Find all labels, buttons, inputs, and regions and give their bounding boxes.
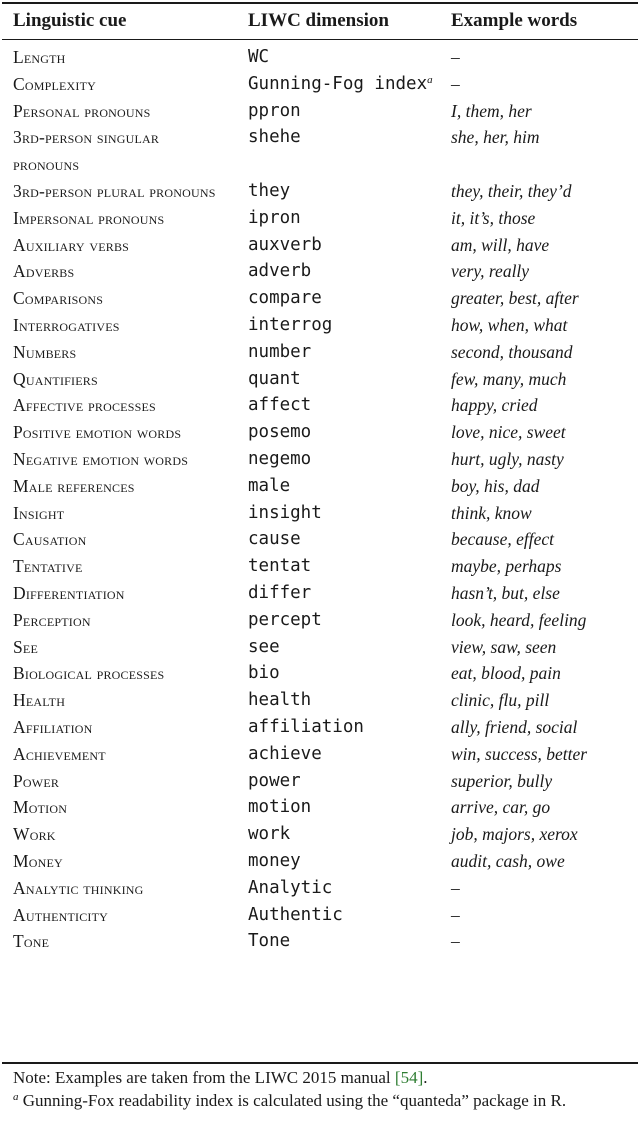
table-row — [0, 875, 640, 902]
table-top-rule — [2, 2, 638, 4]
table-row — [0, 44, 640, 71]
cell-liwc-dimension: number — [248, 341, 312, 362]
cell-linguistic-cue: Analytic thinking — [13, 877, 144, 898]
table-notes — [13, 1066, 633, 1112]
cell-liwc-dimension: affect — [248, 395, 312, 416]
cell-example-words: maybe, perhaps — [451, 556, 562, 577]
cell-example-words: because, effect — [451, 529, 555, 550]
cell-liwc-dimension: affiliation — [248, 716, 364, 737]
cell-example-words: am, will, have — [451, 234, 550, 255]
cell-example-words: greater, best, after — [451, 288, 579, 309]
cell-example-words: she, her, him — [451, 127, 540, 148]
cell-liwc-dimension: work — [248, 824, 291, 845]
cell-liwc-dimension: Tone — [248, 931, 291, 952]
cell-linguistic-cue: Money — [13, 850, 63, 871]
cell-linguistic-cue: Perception — [13, 609, 91, 630]
cell-linguistic-cue: Power — [13, 770, 60, 791]
cell-linguistic-cue: Impersonal pronouns — [13, 207, 165, 228]
cell-linguistic-cue: Differentiation — [13, 582, 125, 603]
cell-example-words: how, when, what — [451, 314, 568, 335]
table-row — [0, 500, 640, 527]
cell-linguistic-cue: Causation — [13, 529, 87, 550]
cell-linguistic-cue: See — [13, 636, 38, 657]
cell-linguistic-cue: Complexity — [13, 73, 97, 94]
cell-example-words: win, success, better — [451, 743, 588, 764]
cell-liwc-dimension: motion — [248, 797, 312, 818]
table-row — [0, 285, 640, 312]
cell-example-words: arrive, car, go — [451, 797, 551, 818]
table-row — [0, 98, 640, 125]
cell-liwc-dimension: ppron — [248, 100, 301, 121]
cell-linguistic-cue: Auxiliary verbs — [13, 234, 130, 255]
table-row — [0, 446, 640, 473]
table-row — [0, 205, 640, 232]
cell-liwc-dimension: Gunning-Fog index$^a$ — [248, 73, 433, 94]
cell-example-words: look, heard, feeling — [451, 609, 587, 630]
cell-liwc-dimension: ipron — [248, 207, 301, 228]
cell-example-words: love, nice, sweet — [451, 422, 566, 443]
table-row — [0, 928, 640, 955]
cell-liwc-dimension: shehe — [248, 127, 301, 148]
cell-example-words: – — [451, 904, 460, 925]
table-row — [0, 312, 640, 339]
cell-linguistic-cue: Personal pronouns — [13, 100, 151, 121]
table-row — [0, 714, 640, 741]
table-row — [0, 741, 640, 768]
table-header-rule — [2, 39, 638, 40]
cell-linguistic-cue: Male references — [13, 475, 135, 496]
cell-liwc-dimension: money — [248, 850, 301, 871]
cell-linguistic-cue: Adverbs — [13, 261, 75, 282]
note-line-1: Note: Examples are taken from the LIWC 2015 manual [54]. — [13, 1068, 428, 1087]
table-header — [0, 8, 640, 36]
cell-liwc-dimension: WC — [248, 47, 270, 67]
cell-linguistic-cue: 3rd-person singular pronouns — [13, 127, 160, 175]
cell-linguistic-cue: Length — [13, 47, 66, 67]
cell-liwc-dimension: quant — [248, 368, 301, 389]
cell-example-words: hasn’t, but, else — [451, 582, 560, 603]
table-row — [0, 660, 640, 687]
table-row — [0, 687, 640, 714]
table-row — [0, 526, 640, 553]
cell-example-words: view, saw, seen — [451, 636, 557, 657]
cell-linguistic-cue: Interrogatives — [13, 314, 120, 335]
table-row — [0, 634, 640, 661]
cell-liwc-dimension: percept — [248, 609, 322, 630]
cell-liwc-dimension: posemo — [248, 422, 312, 443]
cell-example-words: I, them, her — [451, 100, 532, 121]
cell-liwc-dimension: Analytic — [248, 877, 333, 898]
cell-example-words: hurt, ugly, nasty — [451, 448, 564, 469]
cell-linguistic-cue: Achievement — [13, 743, 106, 764]
cell-example-words: ally, friend, social — [451, 716, 578, 737]
cell-example-words: eat, blood, pain — [451, 663, 561, 684]
cell-linguistic-cue: Health — [13, 690, 66, 711]
table-bottom-rule — [2, 1062, 638, 1064]
cell-liwc-dimension: tentat — [248, 556, 312, 577]
cell-liwc-dimension: negemo — [248, 448, 312, 469]
note-line-2: $^a$ Gunning-Fox readability index is calculated using the “quanteda” package in R. — [13, 1091, 567, 1110]
cell-linguistic-cue: Positive emotion words — [13, 422, 182, 443]
cell-linguistic-cue: Tone — [13, 931, 50, 952]
cell-liwc-dimension: health — [248, 690, 312, 711]
cell-liwc-dimension: power — [248, 770, 301, 791]
header-liwc-dimension: LIWC dimension — [248, 10, 389, 31]
cell-liwc-dimension: interrog — [248, 314, 333, 335]
cell-linguistic-cue: Negative emotion words — [13, 448, 189, 469]
cell-linguistic-cue: Insight — [13, 502, 65, 523]
table-row — [0, 553, 640, 580]
table-row — [0, 821, 640, 848]
cell-linguistic-cue: Numbers — [13, 341, 77, 362]
cell-example-words: few, many, much — [451, 368, 567, 389]
cell-liwc-dimension: they — [248, 180, 291, 201]
cell-example-words: think, know — [451, 502, 532, 523]
table-row — [0, 258, 640, 285]
table-row — [0, 768, 640, 795]
table-row — [0, 392, 640, 419]
cell-liwc-dimension: auxverb — [248, 234, 322, 255]
table-row — [0, 232, 640, 259]
cell-example-words: job, majors, xerox — [451, 824, 578, 845]
cell-example-words: – — [451, 931, 460, 952]
cell-linguistic-cue: Comparisons — [13, 288, 104, 309]
citation-link[interactable]: [54] — [394, 1068, 424, 1087]
table-row — [0, 848, 640, 875]
cell-example-words: superior, bully — [451, 770, 553, 791]
header-linguistic-cue: Linguistic cue — [13, 10, 127, 31]
table-row — [0, 366, 640, 393]
cell-linguistic-cue: Motion — [13, 797, 68, 818]
cell-liwc-dimension: Authentic — [248, 904, 343, 925]
table-row — [0, 902, 640, 929]
cell-example-words: clinic, flu, pill — [451, 690, 550, 711]
table-row — [0, 794, 640, 821]
table-row — [0, 580, 640, 607]
cell-liwc-dimension: achieve — [248, 743, 322, 764]
cell-example-words: – — [451, 73, 460, 94]
cell-example-words: second, thousand — [451, 341, 573, 362]
table-row — [0, 124, 640, 178]
table-row — [0, 607, 640, 634]
table-row — [0, 339, 640, 366]
cell-example-words: – — [451, 877, 460, 898]
cell-linguistic-cue: Quantifiers — [13, 368, 98, 389]
header-example-words: Example words — [451, 10, 578, 31]
table-row — [0, 178, 640, 205]
cell-liwc-dimension: compare — [248, 288, 322, 309]
cell-liwc-dimension: differ — [248, 582, 312, 603]
cell-linguistic-cue: 3rd-person plural pronouns — [13, 180, 216, 201]
footnote-marker: a — [13, 1091, 19, 1103]
footnote-marker: a — [427, 73, 433, 86]
cell-example-words: very, really — [451, 261, 530, 282]
cell-liwc-dimension: adverb — [248, 261, 312, 282]
cell-liwc-dimension: cause — [248, 529, 301, 550]
cell-example-words: boy, his, dad — [451, 475, 540, 496]
cell-liwc-dimension: bio — [248, 663, 280, 684]
cell-example-words: it, it’s, those — [451, 207, 536, 228]
table-row — [0, 473, 640, 500]
cell-example-words: – — [451, 47, 460, 67]
cell-liwc-dimension: insight — [248, 502, 322, 523]
cell-example-words: audit, cash, owe — [451, 850, 565, 871]
cell-example-words: happy, cried — [451, 395, 538, 416]
cell-linguistic-cue: Authenticity — [13, 904, 109, 925]
cell-linguistic-cue: Affective processes — [13, 395, 156, 416]
cell-example-words: they, their, they’d — [451, 180, 572, 201]
cell-liwc-dimension: see — [248, 636, 280, 657]
cell-linguistic-cue: Work — [13, 824, 56, 845]
table-row — [0, 71, 640, 98]
table-body — [0, 44, 640, 955]
cell-linguistic-cue: Biological processes — [13, 663, 165, 684]
cell-linguistic-cue: Tentative — [13, 556, 83, 577]
cell-liwc-dimension: male — [248, 475, 291, 496]
table-row — [0, 419, 640, 446]
cell-linguistic-cue: Affiliation — [13, 716, 93, 737]
